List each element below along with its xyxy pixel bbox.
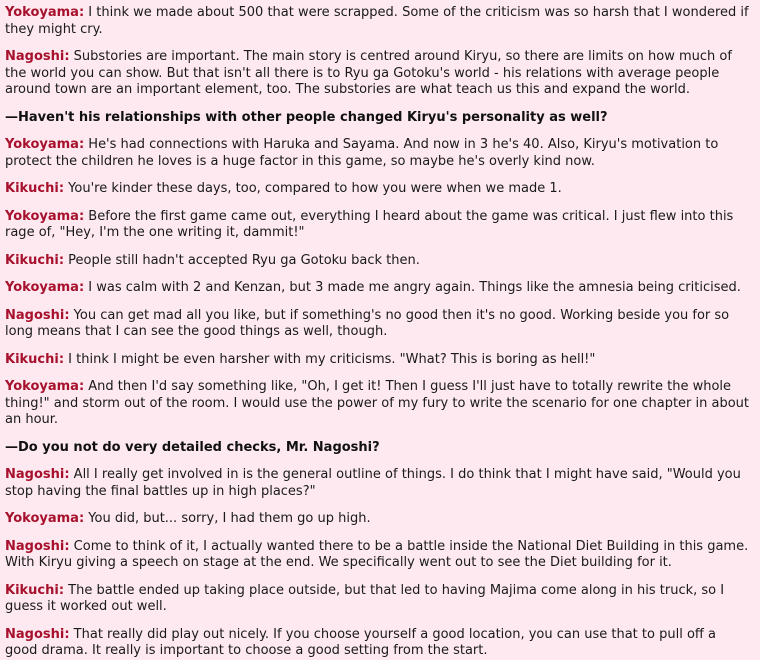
dialogue-text: I think I might be even harsher with my criticisms. "What? This is boring as hell!": [64, 351, 596, 367]
speaker-name: Nagoshi:: [5, 307, 70, 323]
dialogue-text: I was calm with 2 and Kenzan, but 3 made me angry again. Things like the amnesia being criticised.: [84, 280, 741, 295]
speaker-name: Yokoyama:: [5, 5, 85, 20]
speaker-name: Kikuchi:: [5, 351, 65, 367]
dialogue-text: He's had connections with Haruka and Sayama. And now in 3 he's 40. Also, Kiryu's motivation to protect the children he loves is a huge factor in this game, so maybe he's overly kind now.: [5, 137, 719, 169]
dialogue-paragraph: [5, 253, 752, 270]
dialogue-text: That really did play out nicely. If you choose yourself a good location, you can use that to pull off a good drama. It really is important to choose a good setting from the start.: [5, 626, 716, 658]
dialogue-paragraph: [5, 209, 752, 242]
dialogue-paragraph: [5, 583, 752, 616]
speaker-name: Kikuchi:: [5, 252, 65, 268]
dialogue-text: People still hadn't accepted Ryu ga Gotoku back then.: [64, 252, 420, 268]
speaker-name: Nagoshi:: [5, 49, 70, 64]
interviewer-question: —Haven't his relationships with other people changed Kiryu's personality as well?: [5, 109, 608, 125]
dialogue-text: And then I'd say something like, "Oh, I get it! Then I guess I'll just have to totally rewrite the whole thing!" and storm out of the room. I would use the power of my fury to write the scenario for one chapter in about an hour.: [5, 379, 750, 427]
speaker-name: Nagoshi:: [5, 538, 70, 554]
dialogue-text: Substories are important. The main story is centred around Kiryu, so there are limits on how much of the world you can show. But that isn't all there is to Ryu ga Gotoku's world - his relations with average people around town are an important element, too. The substories are what teach us this and expand the world.: [5, 49, 732, 97]
dialogue-text: I think we made about 500 that were scrapped. Some of the criticism was so harsh that I wondered if they might cry.: [5, 5, 749, 37]
dialogue-paragraph: [5, 181, 752, 198]
speaker-name: Yokoyama:: [5, 208, 85, 224]
dialogue-text: You did, but... sorry, I had them go up high.: [84, 511, 371, 526]
dialogue-paragraph: [5, 308, 752, 341]
dialogue-paragraph: [5, 379, 752, 429]
dialogue-paragraph: [5, 5, 752, 38]
dialogue-paragraph: [5, 49, 752, 99]
dialogue-paragraph: [5, 511, 752, 528]
dialogue-text: The battle ended up taking place outside, but that led to having Majima come along in his truck, so I guess it worked out well.: [5, 582, 725, 614]
interviewer-question: —Do you not do very detailed checks, Mr. Nagoshi?: [5, 439, 380, 455]
dialogue-paragraph: [5, 539, 752, 572]
dialogue-text: You can get mad all you like, but if something's no good then it's no good. Working beside you for so long means that I can see the good things as well, though.: [5, 307, 730, 339]
dialogue-text: Before the first game came out, everything I heard about the game was critical. I just flew into this rage of, "Hey, I'm the one writing it, dammit!": [5, 208, 734, 240]
dialogue-text: Come to think of it, I actually wanted there to be a battle inside the National Diet Building in this game. With Kiryu giving a speech on stage at the end. We specifically went out to see the Diet building for it.: [5, 538, 749, 570]
speaker-name: Yokoyama:: [5, 137, 85, 152]
speaker-name: Yokoyama:: [5, 379, 85, 394]
dialogue-paragraph: [5, 280, 752, 297]
speaker-name: Nagoshi:: [5, 626, 70, 642]
speaker-name: Kikuchi:: [5, 181, 65, 196]
dialogue-paragraph: [5, 467, 752, 500]
dialogue-paragraph: [5, 352, 752, 369]
speaker-name: Yokoyama:: [5, 511, 85, 526]
speaker-name: Kikuchi:: [5, 582, 65, 598]
dialogue-text: You're kinder these days, too, compared to how you were when we made 1.: [64, 181, 562, 196]
speaker-name: Yokoyama:: [5, 280, 85, 295]
speaker-name: Nagoshi:: [5, 467, 70, 482]
dialogue-paragraph: [5, 137, 752, 170]
dialogue-text: All I really get involved in is the general outline of things. I do think that I might have said, "Would you stop having the final battles up in high places?": [5, 467, 741, 499]
